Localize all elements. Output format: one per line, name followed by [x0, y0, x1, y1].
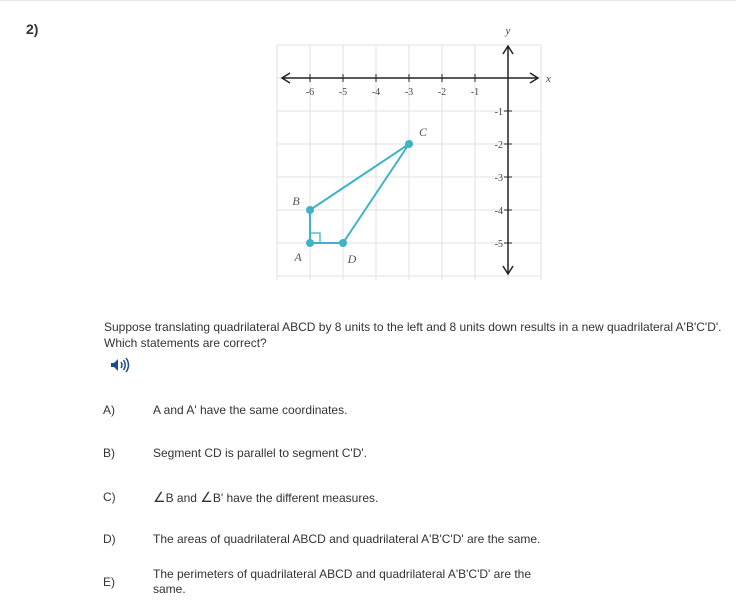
y-tick-label: -2 — [494, 140, 503, 151]
choice-letter: C) — [103, 490, 116, 504]
choice-text: The areas of quadrilateral ABCD and quadrilateral A'B'C'D' are the same. — [153, 532, 541, 546]
y-tick-label: -4 — [494, 206, 503, 217]
tick-marks — [310, 74, 512, 243]
speaker-icon[interactable] — [110, 357, 132, 373]
quadrilateral-outline — [310, 144, 409, 243]
top-divider — [0, 0, 736, 1]
choice-text-part: B' have the different measures. — [212, 491, 379, 505]
choice-text: The perimeters of quadrilateral ABCD and quadrilateral A'B'C'D' are the same. — [153, 567, 532, 596]
angle-symbol: ∠ — [153, 489, 166, 505]
point-a-label: A — [294, 250, 302, 264]
y-tick-label: -5 — [494, 239, 503, 250]
point-b-dot — [306, 206, 314, 214]
choice-text-part: B and — [165, 491, 201, 505]
choice-a[interactable] — [0, 402, 736, 432]
x-tick-label: -3 — [404, 87, 414, 98]
x-tick-label: -5 — [338, 87, 348, 98]
quadrilateral-abcd — [306, 140, 413, 247]
y-tick-labels — [495, 107, 503, 250]
choice-text: A and A' have the same coordinates. — [153, 403, 348, 417]
x-tick-label: -4 — [371, 87, 381, 98]
y-axis-label: y — [505, 25, 511, 37]
x-tick-label: -1 — [470, 87, 480, 98]
point-d-label: D — [347, 252, 357, 266]
x-axis-label: x — [546, 73, 551, 85]
choice-c[interactable] — [0, 489, 736, 519]
question-prompt: Suppose translating quadrilateral ABCD by 8 units to the left and 8 units down results in a new quadrilateral A'B'C'D'. Which statements are correct? — [104, 320, 722, 350]
coordinate-plane — [270, 18, 560, 280]
x-tick-labels — [306, 87, 479, 98]
choice-letter: A) — [103, 403, 115, 417]
x-tick-label: -2 — [437, 87, 447, 98]
choice-d[interactable] — [0, 531, 736, 561]
y-tick-label: -3 — [494, 173, 503, 184]
angle-symbol: ∠ — [200, 489, 213, 505]
choice-e[interactable] — [0, 566, 736, 602]
choice-text: Segment CD is parallel to segment C'D'. — [153, 446, 368, 460]
choice-b[interactable] — [0, 445, 736, 475]
x-tick-label: -6 — [305, 87, 315, 98]
choice-letter: B) — [103, 446, 115, 460]
question-number: 2) — [26, 21, 39, 37]
choice-text — [153, 490, 553, 506]
choice-letter: E) — [103, 575, 115, 589]
point-d-dot — [339, 239, 347, 247]
point-c-label: C — [418, 125, 428, 139]
point-a-dot — [306, 239, 314, 247]
point-b-label: B — [292, 194, 300, 208]
point-c-dot — [405, 140, 413, 148]
choice-letter: D) — [103, 532, 116, 546]
y-tick-label: -1 — [494, 107, 503, 118]
